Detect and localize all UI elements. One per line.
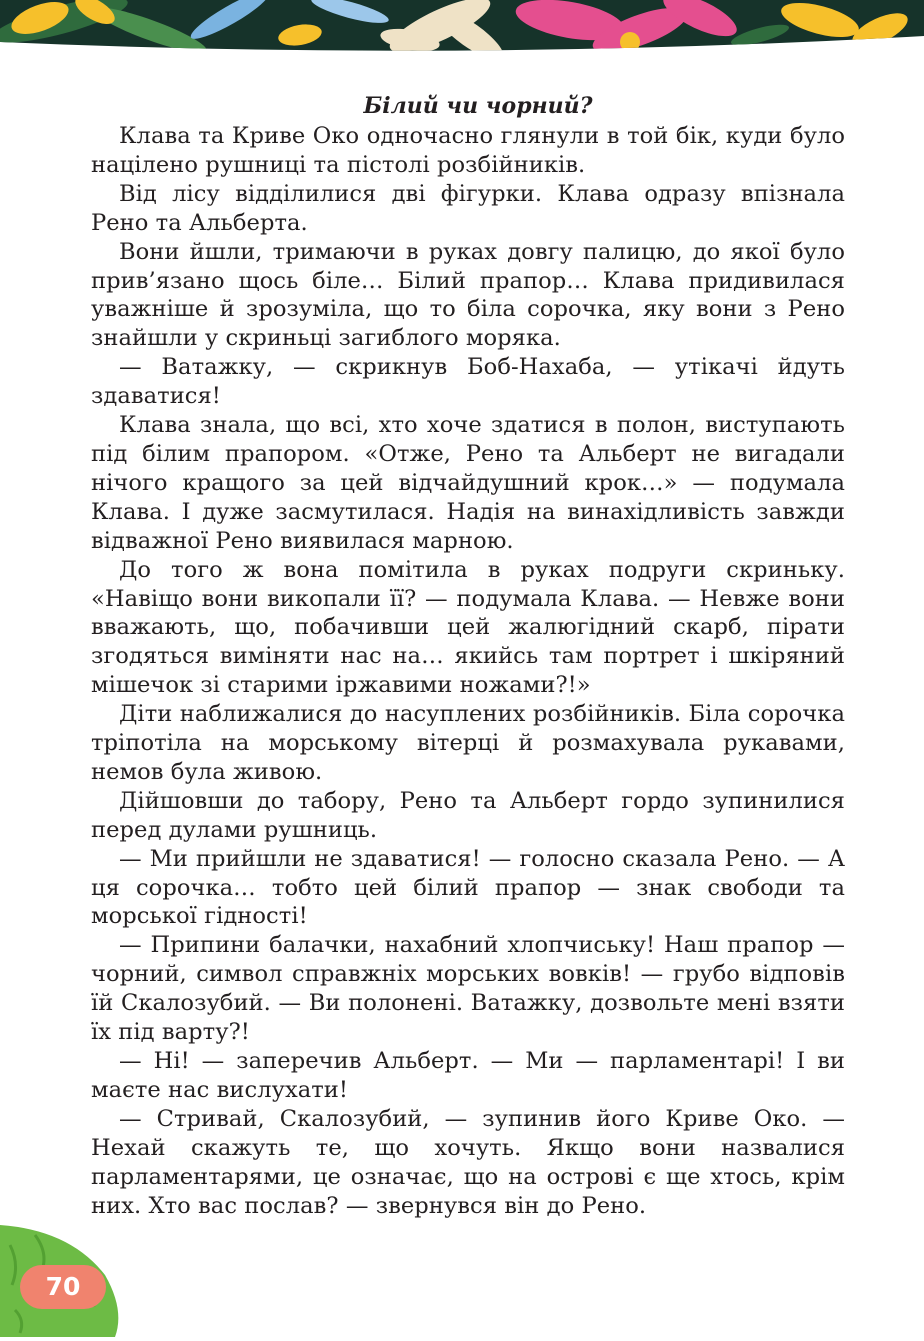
paragraph: Клава знала, що всі, хто хоче здатися в полон, виступають під білим прапором. «Отже, Рено та Альберт не вигадали нічого кращого за цей відчайдушний крок…» — подумала Клава. І дуже засмутилася. Надія на винахідливість завжди відважної Рено виявилася марною.	[91, 412, 845, 554]
page-number: 70	[20, 1265, 106, 1309]
paragraph: — Ні! — заперечив Альберт. — Ми — парламентарі! І ви маєте нас вислухати!	[91, 1048, 845, 1103]
paragraph: До того ж вона помітила в руках подруги скриньку. «Навіщо вони викопали її? — подумала Клава. — Невже вони вважають, що, побачивши цей жалюгідний скарб, пірати згодяться виміняти нас на… якийсь там портрет і шкіряний мішечок зі старими іржавими ножами?!»	[91, 556, 845, 699]
paragraph: Клава та Криве Око одночасно глянули в той бік, куди було націлено рушниці та пістолі розбійників.	[91, 123, 845, 178]
paragraph: Від лісу відділилися дві фігурки. Клава одразу впізнала Рено та Альберта.	[91, 180, 845, 236]
flower-illustration	[0, 0, 924, 62]
chapter-title: Білий чи чорний?	[363, 93, 593, 119]
paragraph: Діти наближалися до насуплених розбійників. Біла сорочка тріпотіла на морському вітерці й розмахувала рукавами, немов була живою.	[91, 701, 845, 785]
page-text	[91, 92, 845, 1220]
paragraph: Вони йшли, тримаючи в руках довгу палицю, до якої було прив’язано щось біле… Білий прапор… Клава придивилася уважніше й зрозуміла, що то біла сорочка, яку вони з Рено знайшли у скриньці загиблого моряка.	[91, 238, 845, 352]
paragraph: — Ми прийшли не здаватися! — голосно сказала Рено. — А ця сорочка… тобто цей білий прапор — знак свободи та морської гідності!	[91, 845, 845, 930]
paragraph: — Стривай, Скалозубий, — зупинив його Криве Око. — Нехай скажуть те, що хочуть. Якщо вони назвалися парламентарями, це означає, що на острові є ще хтось, крім них. Хто вас послав? — звернувся він до Рено.	[91, 1105, 845, 1219]
floral-header-banner	[0, 0, 924, 62]
paragraph: Дійшовши до табору, Рено та Альберт гордо зупинилися перед дулами рушниць.	[91, 787, 845, 843]
paragraph: — Припини балачки, нахабний хлопчиську! Наш прапор — чорний, символ справжніх морських вовків! — грубо відповів їй Скалозубий. — Ви полонені. Ватажку, дозвольте мені взяти їх під варту?!	[91, 932, 845, 1046]
paragraph: — Ватажку, — скрикнув Боб-Нахаба, — утікачі йдуть здаватися!	[91, 354, 845, 410]
